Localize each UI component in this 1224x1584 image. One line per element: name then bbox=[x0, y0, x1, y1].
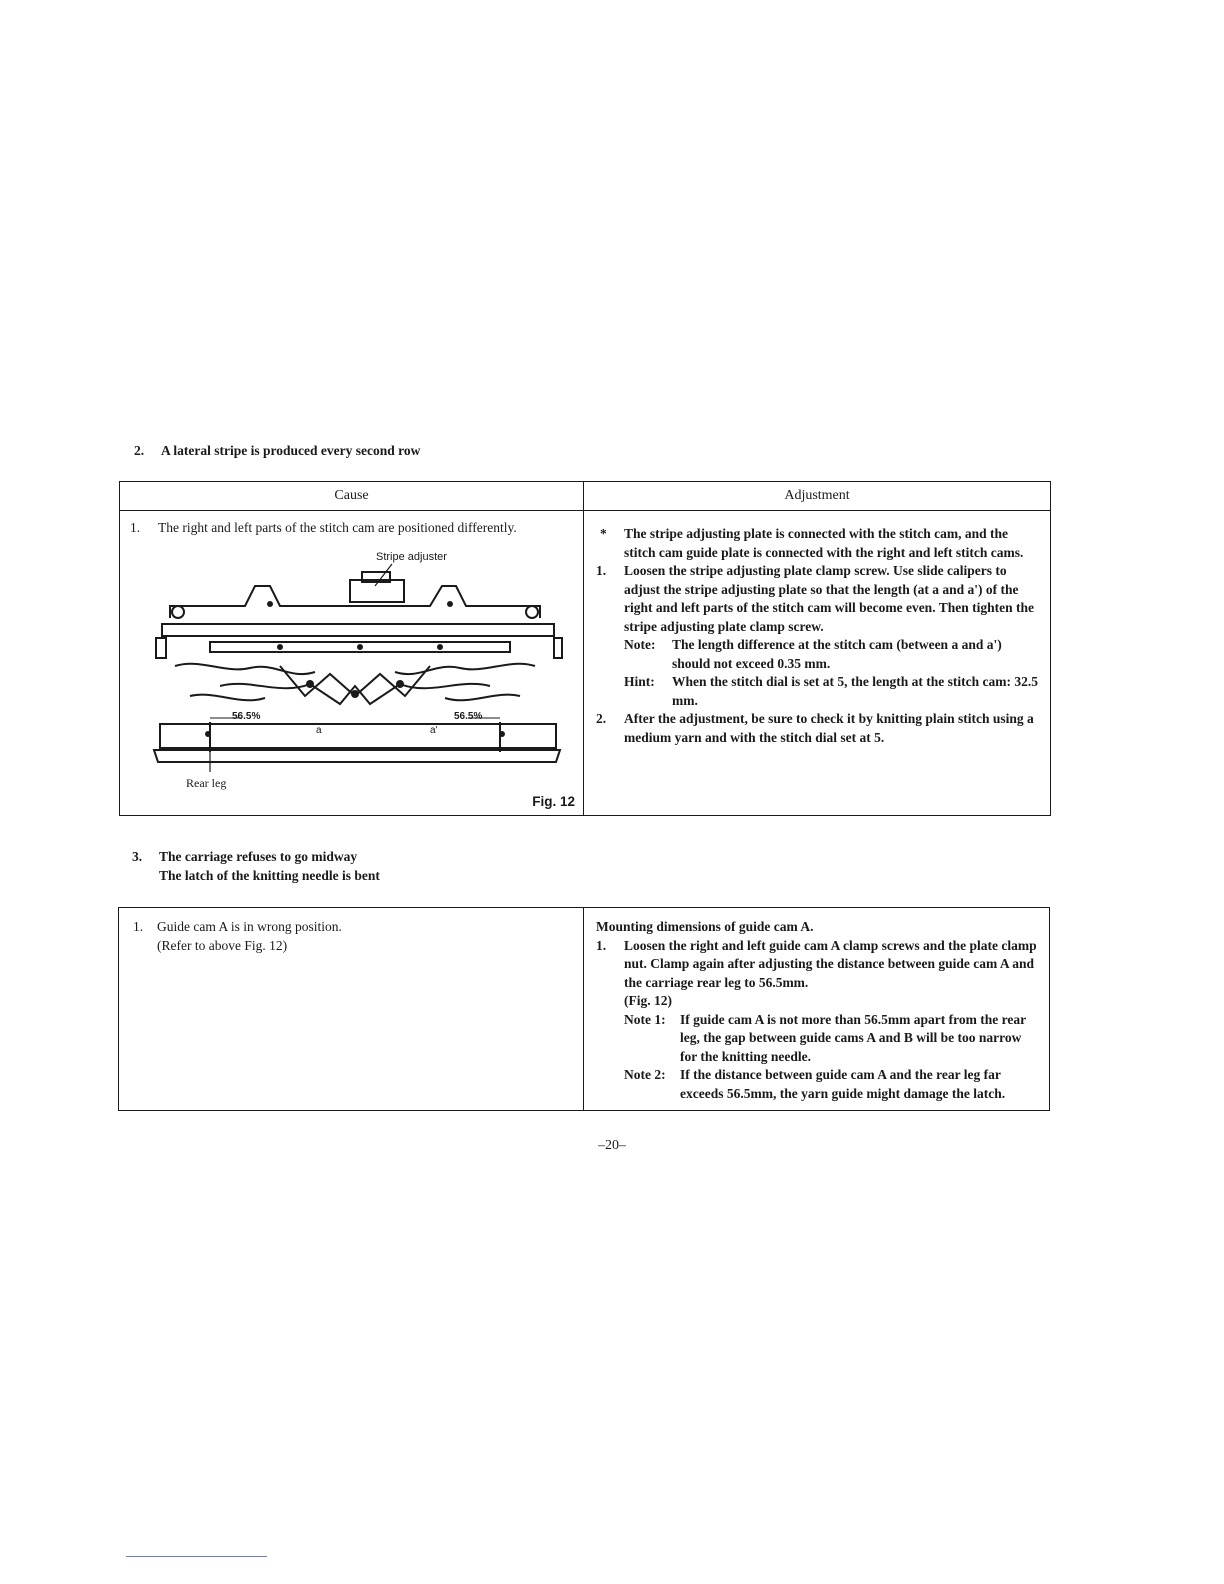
figure-caption: Fig. 12 bbox=[532, 793, 575, 809]
step-1-number: 1. bbox=[596, 563, 607, 578]
adjustment-bullet bbox=[596, 525, 1038, 562]
adjustment-step-1 bbox=[596, 562, 1038, 710]
note bbox=[624, 636, 1038, 673]
label-a: a bbox=[316, 724, 322, 736]
adjustment-2-heading: Mounting dimensions of guide cam A. bbox=[596, 919, 814, 934]
note-1-label: Note 1: bbox=[624, 1011, 666, 1027]
adjustment-2-step-1 bbox=[596, 937, 1037, 1104]
cause-cell-2 bbox=[119, 908, 584, 1111]
step-2-number: 2. bbox=[596, 711, 607, 726]
cause-item bbox=[130, 519, 571, 538]
section-3-title-line-2: The latch of the knitting needle is bent bbox=[159, 868, 380, 883]
section-3-title-line-1: The carriage refuses to go midway bbox=[159, 849, 358, 864]
section-2-heading bbox=[134, 441, 420, 460]
cause-text: The right and left parts of the stitch cam are positioned differently. bbox=[158, 520, 517, 535]
adjustment-cell-1 bbox=[584, 511, 1051, 816]
cause-2-number: 1. bbox=[133, 919, 144, 934]
label-rear-leg: Rear leg bbox=[186, 775, 227, 790]
hint-label: Hint: bbox=[624, 674, 655, 689]
label-a-prime: a' bbox=[430, 724, 438, 736]
cause-2-line-2: (Refer to above Fig. 12) bbox=[157, 937, 288, 953]
hint-text: When the stitch dial is set at 5, the length at the stitch cam: 32.5 mm. bbox=[672, 674, 1038, 708]
note-2-label: Note 2: bbox=[624, 1067, 666, 1082]
troubleshooting-table-2 bbox=[118, 907, 1050, 1111]
page-number: –20– bbox=[598, 1138, 626, 1153]
troubleshooting-table-1 bbox=[119, 481, 1051, 816]
bullet-mark: * bbox=[600, 526, 607, 541]
header-adjustment: Adjustment bbox=[584, 482, 1051, 511]
note-2-text: If the distance between guide cam A and the rear leg far exceeds 56.5mm, the yarn guide might damage the latch. bbox=[680, 1067, 1006, 1101]
bullet-text: The stripe adjusting plate is connected with the stitch cam, and the stitch cam guide plate is connected with the right and left stitch cams. bbox=[624, 526, 1024, 560]
step-2-text: After the adjustment, be sure to check it by knitting plain stitch using a medium yarn and with the stitch dial set at 5. bbox=[624, 711, 1034, 745]
note-1-text: If guide cam A is not more than 56.5mm apart from the rear leg, the gap between guide cams A and B will be too narrow for the knitting needle. bbox=[680, 1011, 1026, 1064]
header-cause: Cause bbox=[120, 482, 584, 511]
section-2-title: A lateral stripe is produced every second row bbox=[161, 443, 421, 458]
section-2-number: 2. bbox=[134, 443, 145, 458]
cause-2-item bbox=[129, 918, 571, 955]
note-2 bbox=[624, 1066, 1037, 1103]
cause-cell-1 bbox=[120, 511, 584, 816]
cause-2-line-1: Guide cam A is in wrong position. bbox=[157, 919, 342, 934]
adjustment-2-step-1-number: 1. bbox=[596, 937, 607, 953]
label-stripe-adjuster: Stripe adjuster bbox=[376, 550, 447, 563]
adjustment-step-2 bbox=[596, 710, 1038, 747]
adjustment-2-step-1-text: Loosen the right and left guide cam A clamp screws and the plate clamp nut. Clamp again after adjusting the distance between guide cam A and the carriage rear leg to 56.5mm. bbox=[624, 937, 1037, 990]
note-text: The length difference at the stitch cam (between a and a') should not exceed 0.35 mm. bbox=[672, 637, 1002, 671]
footer-rule bbox=[126, 1556, 267, 1557]
label-dimension-right: 56.5% bbox=[454, 710, 483, 722]
note-label: Note: bbox=[624, 637, 656, 652]
step-1-text: Loosen the stripe adjusting plate clamp screw. Use slide calipers to adjust the stripe adjusting plate so that the length (at a and a') of the right and left parts of the stitch cam will become even. Then tighten the stripe adjusting plate clamp screw. bbox=[624, 563, 1034, 634]
figure-12 bbox=[130, 546, 570, 796]
section-3-number: 3. bbox=[132, 849, 143, 864]
hint bbox=[624, 673, 1038, 710]
note-1 bbox=[624, 1011, 1037, 1067]
label-dimension-left: 56.5% bbox=[232, 710, 261, 722]
adjustment-cell-2 bbox=[584, 908, 1050, 1111]
adjustment-2-fig-ref: (Fig. 12) bbox=[624, 993, 672, 1008]
carriage-diagram bbox=[130, 546, 570, 796]
cause-number: 1. bbox=[130, 520, 141, 535]
section-3-heading bbox=[132, 847, 380, 885]
